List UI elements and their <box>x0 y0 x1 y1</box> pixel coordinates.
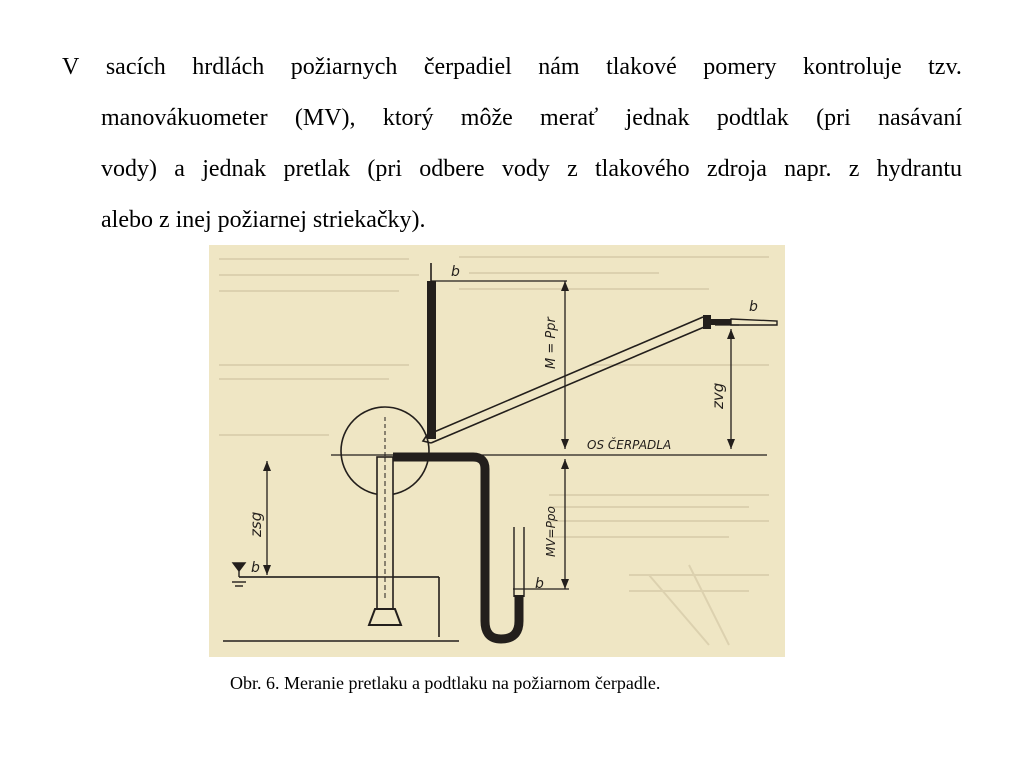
u-tube-manovacuometer <box>393 457 519 639</box>
paragraph-line-3 <box>62 144 962 195</box>
paragraph-word: vody) <box>101 156 157 182</box>
u-tube-open-end <box>514 527 524 597</box>
paragraph-word: sacích <box>105 54 166 80</box>
discharge-nozzle <box>703 315 777 329</box>
reservoir <box>223 577 459 641</box>
diagram-labels <box>247 264 758 592</box>
paragraph-word: ktorý <box>382 105 434 131</box>
paragraph-word: tlakové <box>606 54 677 80</box>
suction-pipe <box>369 457 401 625</box>
paragraph-word: jednak <box>625 105 690 131</box>
paragraph-word: alebo z inej požiarnej striekačky). <box>101 207 426 233</box>
label-zsg: zsg <box>247 511 265 537</box>
paragraph-word: manovákuometer <box>101 105 268 131</box>
dimension-arrows <box>263 281 735 589</box>
paragraph-word: pomery <box>703 54 777 80</box>
paragraph-word: tzv. <box>928 54 962 80</box>
paragraph-word: nám <box>538 54 580 80</box>
label-m-ppr: M = Ppr <box>544 317 559 369</box>
paragraph-word: (MV), <box>294 105 356 131</box>
label-b-top: b <box>451 264 460 280</box>
paragraph-line-1 <box>62 42 962 93</box>
pump-diagram <box>209 245 785 657</box>
paragraph-word: pretlak <box>283 156 351 182</box>
paragraph-word: (pri <box>816 105 851 131</box>
paragraph-word: podtlak <box>716 105 789 131</box>
paragraph-word: môže <box>460 105 513 131</box>
paragraph-word: nasávaní <box>878 105 962 131</box>
label-mv-ppo: MV=Ppo <box>544 506 558 557</box>
paragraph-word: a <box>174 156 185 182</box>
label-zvg: zvg <box>709 382 727 409</box>
paragraph-word: vody <box>501 156 550 182</box>
paragraph-word: tlakového <box>595 156 690 182</box>
pump-pressure-figure <box>209 245 785 657</box>
label-b-right: b <box>749 299 758 315</box>
paragraph-word: z <box>567 156 578 182</box>
paragraph-word: požiarnych <box>290 54 398 80</box>
paragraph-word: odbere <box>419 156 485 182</box>
paragraph-word: jednak <box>202 156 267 182</box>
intro-paragraph <box>62 42 962 246</box>
paragraph-word: kontroluje <box>803 54 902 80</box>
label-b-left: b <box>251 560 260 576</box>
label-b-bottom: b <box>535 576 544 592</box>
figure-caption: Obr. 6. Meranie pretlaku a podtlaku na požiarnom čerpadle. <box>230 673 661 693</box>
paragraph-line-4 <box>62 195 962 246</box>
paragraph-word: V <box>62 54 80 80</box>
paragraph-word: hrdlách <box>192 54 265 80</box>
paragraph-word: zdroja <box>706 156 767 182</box>
scan-background-noise <box>219 257 769 645</box>
paragraph-word: hydrantu <box>876 156 962 182</box>
manometer-tube <box>427 281 436 439</box>
label-os-cerpadla: OS ČERPADLA <box>587 438 672 452</box>
paragraph-word: (pri <box>367 156 402 182</box>
paragraph-line-2 <box>62 93 962 144</box>
paragraph-word: čerpadiel <box>423 54 512 80</box>
paragraph-word: z <box>848 156 860 182</box>
water-level-symbol <box>232 563 246 586</box>
paragraph-word: napr. <box>784 156 832 182</box>
paragraph-word: merať <box>540 105 599 131</box>
discharge-pipe <box>423 317 709 443</box>
